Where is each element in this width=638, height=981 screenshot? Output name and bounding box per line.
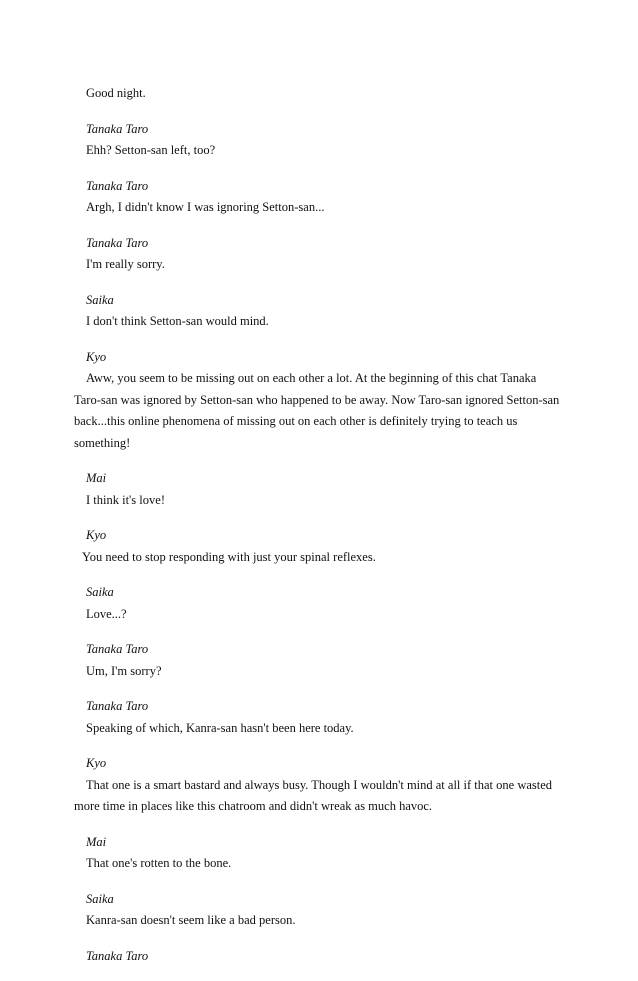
speaker-name: Kyo xyxy=(86,349,107,364)
chat-entry xyxy=(74,468,560,511)
document-page xyxy=(74,83,560,981)
speaker-name: Tanaka Taro xyxy=(86,121,149,136)
message-text: I'm really sorry. xyxy=(86,257,165,271)
speaker-name: Kyo xyxy=(86,756,107,770)
speaker-name: Tanaka Taro xyxy=(86,699,149,713)
speaker-name: Saika xyxy=(86,292,114,307)
message-text: That one's rotten to the bone. xyxy=(86,856,232,870)
chat-entry xyxy=(74,582,560,625)
chat-entry xyxy=(74,290,560,333)
message-text: That one is a smart bastard and always busy. Though I wouldn't mind at all if that one wasted more time in places like this chatroom and didn't wreak as much havoc. xyxy=(74,777,553,813)
message-text: I don't think Setton-san would mind. xyxy=(86,314,269,328)
chat-entry xyxy=(74,889,560,932)
speaker-name: Mai xyxy=(86,834,107,849)
message-text: Ehh? Setton-san left, too? xyxy=(86,143,216,157)
chat-entry xyxy=(74,347,560,455)
message-text: Argh, I didn't know I was ignoring Setton-san... xyxy=(86,200,325,214)
speaker-name: Kyo xyxy=(86,528,107,542)
chat-entry xyxy=(74,233,560,276)
speaker-name: Tanaka Taro xyxy=(86,642,149,656)
chat-entry xyxy=(74,832,560,875)
message-text: Good night. xyxy=(86,86,146,100)
speaker-name: Saika xyxy=(86,891,114,906)
message-text: You need to stop responding with just your spinal reflexes. xyxy=(82,549,376,564)
speaker-name: Tanaka Taro xyxy=(86,178,149,193)
chat-entry xyxy=(74,753,560,818)
message-text: Aww, you seem to be missing out on each other a lot. At the beginning of this chat Tanaka Taro-san was ignored by Setton-san who happened to be away. Now Taro-san ignored Setton-san back...this online phenomena of missing out on each other is definitely trying to teach us something! xyxy=(74,371,560,450)
message-text: Um, I'm sorry? xyxy=(86,663,162,678)
chat-entry xyxy=(74,83,560,105)
speaker-name: Saika xyxy=(86,585,114,599)
message-text: I think it's love! xyxy=(86,492,165,507)
chat-entry xyxy=(74,119,560,162)
speaker-name: Tanaka Taro xyxy=(86,235,149,250)
chat-entry xyxy=(74,176,560,219)
chat-entry xyxy=(74,525,560,568)
speaker-name: Mai xyxy=(86,471,107,485)
message-text: Love...? xyxy=(86,606,127,621)
speaker-name: Tanaka Taro xyxy=(86,948,149,963)
message-text: Kanra-san doesn't seem like a bad person. xyxy=(86,913,296,927)
chat-entry xyxy=(74,639,560,682)
chat-entry xyxy=(74,696,560,739)
chat-entry xyxy=(74,946,560,968)
message-text: Speaking of which, Kanra-san hasn't been here today. xyxy=(86,720,354,735)
